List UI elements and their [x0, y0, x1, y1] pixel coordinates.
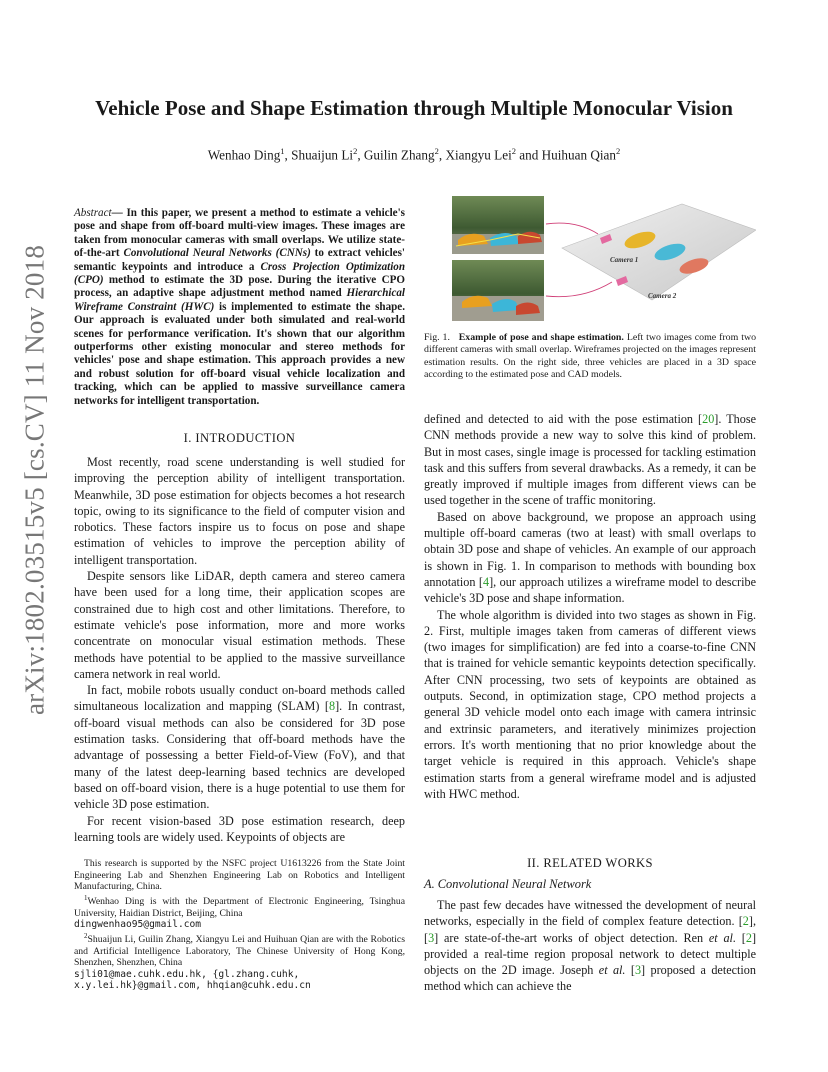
abstract-text: method to estimate the 3D pose. During the iterative CPO process, an adaptive shape adjustment method named — [74, 274, 405, 300]
citation-link[interactable]: 8 — [329, 699, 336, 714]
camera-1-label: Camera 1 — [610, 256, 639, 264]
text: ]. Those CNN methods provide a new way to solve this kind of problem. But in most cases, single image is processed for tackling estimation task and this suffers from several drawbacks. As a remedy, it can be greatly improved if multiple images from different views can be used together in the scene of traffic monitoring. — [424, 412, 756, 508]
email[interactable]: sjli01@mae.cuhk.edu.hk, {gl.zhang.cuhk, — [74, 968, 300, 980]
section-heading-related-works: II. RELATED WORKS — [527, 856, 653, 870]
citation-link[interactable]: 3 — [634, 963, 642, 978]
camera-view-1 — [452, 196, 544, 254]
text: Based on above background, we propose an approach using multiple off-board cameras (two at least) with small overlaps to obtain 3D pose and shape of vehicles. An example of our approach is shown in Fig. 1. In comparison to methods with bounding box annotation [ — [424, 509, 756, 589]
author-name: Shuaijun Li — [291, 147, 354, 163]
3d-scene — [546, 204, 756, 300]
email[interactable]: x.y.lei.hk}@gmail.com, hhqian@cuhk.edu.cn — [74, 980, 311, 992]
paragraph — [424, 509, 756, 607]
subsection-heading: A. Convolutional Neural Network — [424, 877, 592, 891]
paragraph — [74, 682, 405, 812]
affiliation-mark: 2 — [616, 146, 621, 156]
citation-link[interactable]: 4 — [482, 574, 490, 589]
paragraph: Most recently, road scene understanding is well studied for improving the perception ability of intelligent transportation. Meanwhile, 3D pose estimation for objects becomes a hot research topic, owing to its significance to the field of computer vision and robotics. These factors inspire us to focus on pose and shape estimation of vehicles to improve the perception ability of intelligent transportation. — [74, 455, 405, 567]
affiliation-mark: 2 — [353, 146, 358, 156]
figure-1 — [452, 196, 756, 321]
text: ], [ — [424, 914, 756, 945]
abstract-text: to extract vehicles' semantic keypoints and introduce a — [74, 247, 405, 273]
caption-text: Left two images come from two different cameras with small overlap. Wireframes projected on the images represent estimation results. On the right side, three vehicles are placed in a 3D space according to the estimated pose and CAD models. — [424, 332, 757, 381]
text: In fact, mobile robots usually conduct on-board methods called simultaneous localization and mapping (SLAM) [ — [74, 683, 405, 714]
text: ] are state-of-the-art works of object detection. Ren — [434, 930, 709, 945]
funding-note: This research is supported by the NSFC project U1613226 from the State Joint Engineering Lab and Shenzhen Engineering Lab on Robotics and Intelligent Manufacturing, China. — [74, 858, 405, 893]
author-list: Wenhao Ding$^1$, Shuaijun Li$^2$, Guilin Zhang$^2$, Xiangyu Lei$^2$ and Huihuan Qian$^2$ — [207, 146, 621, 163]
footnote-mark: 1 — [84, 893, 88, 902]
paragraph: Despite sensors like LiDAR, depth camera and stereo camera have been used for a long time, their application scopes are constrained due to high cost and other limitations. Therefore, to estimate vehicle's pose information, more and more works concentrate on monocular visual estimation methods. These methods have potential to be applied to the massive surveillance camera network in real world. — [74, 569, 405, 681]
abstract-text: is implemented to estimate the shape. Our approach is evaluated under both simulated and real-world scenes for performance verification. It's shown that our algorithm outperforms other existing monocular and stereo methods for vehicles' pose and shape estimation. This approach provides a new and robust solution for off-board visual vehicle localization and tracking, which can be applied to massive surveillance camera networks for intelligent transportation. — [74, 300, 405, 407]
paragraph: For recent vision-based 3D pose estimation research, deep learning tools are widely used. Keypoints of objects are — [74, 813, 405, 844]
abstract-label: Abstract — [74, 207, 112, 219]
text: et al. — [598, 963, 626, 978]
introduction-body — [74, 454, 405, 845]
arxiv-identifier: arXiv:1802.03515v5 [cs.CV] 11 Nov 2018 — [19, 244, 50, 716]
affiliation-mark: 1 — [280, 146, 285, 156]
abstract-term: Convolutional Neural Networks (CNNs) — [123, 247, 311, 260]
citation-link[interactable]: 2 — [745, 930, 752, 945]
text: The past few decades have witnessed the development of neural networks, especially in the field of complex feature detection. [ — [424, 898, 756, 929]
author-name: Guilin Zhang — [363, 147, 435, 163]
caption-title: Example of pose and shape estimation. — [458, 332, 624, 343]
footnote-mark: 2 — [84, 931, 88, 940]
affiliation-mark: 2 — [434, 146, 439, 156]
abstract-text: — In this paper, we present a method to estimate a vehicle's pose and shape from off-board multi-view images. These images are taken from monocular cameras with small overlaps. We utilize state-of-the-art — [74, 207, 405, 260]
paragraph: The whole algorithm is divided into two stages as shown in Fig. 2. First, multiple images taken from cameras of different views (two images for simplification) are fed into a coarse-to-fine CNN that is trained for vehicle semantic keypoints detection specifically. After CNN processing, two sets of keypoints are obtained as outputs. Second, in optimization stage, CPO method projects a general 3D vehicle model onto each image with camera intrinsic and extrinsic parameters, and iteratively minimizes projection errors. It's worth mentioning that no prior knowledge about the target vehicle is required in this approach. Vehicle's shape estimation starts from a general wireframe model and is adjusted with HWC method. — [424, 607, 756, 801]
camera-2-label: Camera 2 — [648, 292, 677, 300]
citation-link[interactable]: 3 — [428, 930, 435, 945]
figure-1-caption — [424, 332, 756, 382]
text: [ — [625, 963, 635, 978]
right-column-body — [424, 411, 756, 802]
email[interactable]: dingwenhao95@gmail.com — [74, 919, 202, 931]
affiliation-mark: 2 — [511, 146, 516, 156]
abstract — [74, 207, 405, 408]
text: ]. In contrast, off-board visual methods can also be considered for 3D pose estimation tasks. Considering that off-board methods have the advantage of possessing a better Field-of-View (FoV), and that many of the latest deep-learning based technics are developed based on off-board vision, there is a huge potential to use them for vehicle 3D pose estimation. — [74, 699, 405, 812]
footnote-2 — [74, 931, 405, 992]
paragraph — [424, 411, 756, 509]
text: [ — [736, 930, 746, 945]
text: ] provided a real-time region proposal network to detect multiple objects on the 2D image. Joseph — [424, 930, 757, 978]
caption-label: Fig. 1. — [424, 332, 450, 343]
text: defined and detected to aid with the pose estimation [ — [424, 412, 703, 426]
paper-title: Vehicle Pose and Shape Estimation through Multiple Monocular Vision — [95, 96, 733, 120]
author-name: Xiangyu Lei — [445, 147, 512, 163]
footnote-text: Shuaijun Li, Guilin Zhang, Xiangyu Lei and Huihuan Qian are with the Robotics and Artificial Intelligence Laboratory, The Chinese University of Hong Kong, Shenzhen, Shenzhen, China — [74, 934, 405, 969]
abstract-term: Cross Projection Optimization (CPO) — [74, 260, 405, 287]
figure-1-image — [452, 196, 756, 321]
footnote-1 — [74, 893, 405, 931]
camera-view-2 — [452, 260, 544, 321]
citation-link[interactable]: 2 — [742, 914, 749, 929]
text: et al. — [708, 930, 736, 945]
citation-link[interactable]: 20 — [702, 412, 715, 426]
footnotes — [74, 858, 405, 992]
abstract-term: Hierarchical Wireframe Constraint (HWC) — [74, 287, 405, 313]
paragraph — [424, 897, 756, 995]
footnote-text: Wenhao Ding is with the Department of Electronic Engineering, Tsinghua University, Haidian District, Beijing, China — [74, 896, 405, 919]
arxiv-sidebar — [10, 244, 60, 716]
text: ] proposed a detection method which can achieve the — [424, 963, 756, 994]
author-name: Wenhao Ding — [207, 147, 281, 163]
text: ], our approach utilizes a wireframe model to describe vehicle's 3D pose and shape information. — [424, 574, 756, 606]
author-name: Huihuan Qian — [541, 147, 616, 163]
related-works-body — [424, 897, 756, 995]
section-heading-introduction: I. INTRODUCTION — [183, 431, 296, 445]
